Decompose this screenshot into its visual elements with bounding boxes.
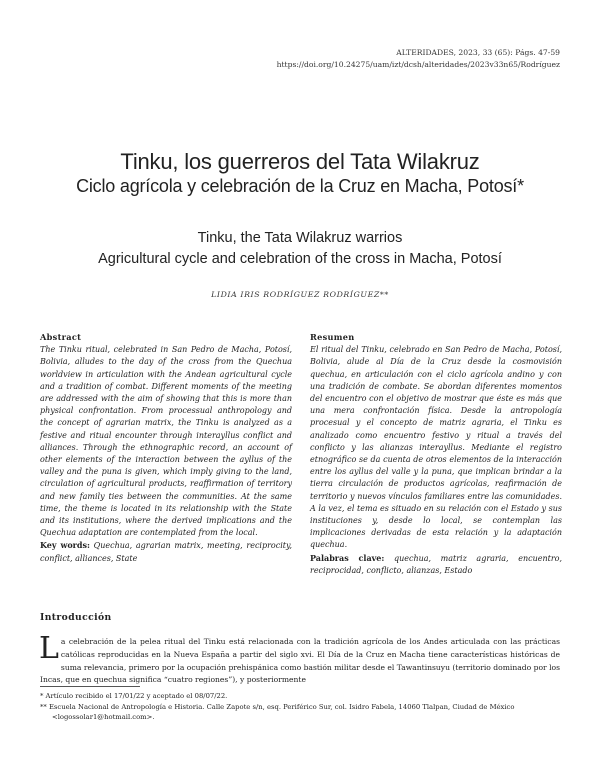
abstract-section (40, 331, 292, 565)
footnote-affiliation: ** Escuela Nacional de Antropología e Historia. Calle Zapote s/n, esq. Periférico Sur, col. Isidro Fabela, 14060 Tlalpan, Ciudad de México <logossolar1@hotmail.com>. (40, 702, 515, 722)
introduction-text: a celebración de la pelea ritual del Tinku está relacionada con la tradición agrícola de los Andes articulada con las prácticas católicas reproducidas en la Nueva España a partir del siglo xvi. El Día de la Cruz en Macha tiene características históricas de suma relevancia, primero por la ocupación prehispánica como bastión militar desde el Tawantinsuyu (territorio dominado por los Incas, que en quechua significa “cuatro regiones”), y posteriormente (40, 637, 560, 685)
english-subtitle: Agricultural cycle and celebration of the cross in Macha, Potosí (98, 251, 502, 267)
abstract-keywords-list: Quechua, agrarian matrix, meeting, reciprocity, conflict, alliances, State (40, 541, 292, 563)
resumen-body: El ritual del Tinku, celebrado en San Pedro de Macha, Potosí, Bolivia, alude al Día de la Cruz desde la cosmovisión quechua, en articulación con el ciclo agrícola andino y con una tradición de combate. Se abordan diferentes momentos del encuentro con el objetivo de mostrar que éste es más que una mera confrontación física. Desde la antropología procesual y el concepto de matriz agraria, el Tinku es analizado como encuentro festivo y ritual a través del conflicto y las alianzas interayllus. Mediante el registro etnográfico se da cuenta de otros elementos de la interacción entre los ayllus del valle y la puna, que implican brindar a la tierra circulación de productos agrícolas, reafirmación de territorio y nuevos vínculos familiares entre las comunidades. A la vez, el tema es situado en su relación con el Estado y sus instituciones y, desde lo local, se contemplan las implicaciones derivadas de esta relación y la adaptación quechua. (310, 345, 562, 550)
abstract-heading: Abstract (40, 332, 82, 342)
english-title-block (0, 228, 600, 270)
introduction-body (39, 631, 560, 687)
resumen-keywords (310, 552, 562, 577)
journal-citation: ALTERIDADES, 2023, 33 (65): Págs. 47-59 (396, 48, 560, 57)
introduction-heading: Introducción (40, 612, 112, 623)
footnote-received: * Artículo recibido el 17/01/22 y aceptado el 08/07/22. (40, 692, 228, 700)
running-header (277, 47, 560, 71)
author-name: LIDIA IRIS RODRÍGUEZ RODRÍGUEZ** (211, 290, 389, 299)
drop-cap: L (39, 631, 59, 666)
article-title: Tinku, los guerreros del Tata Wilakruz (120, 149, 480, 174)
footnotes (40, 691, 560, 723)
resumen-keywords-list: quechua, matriz agraria, encuentro, reciprocidad, conflicto, alianzas, Estado (310, 553, 563, 575)
resumen-section (310, 331, 562, 577)
abstract-keywords (40, 539, 292, 564)
title-block (0, 148, 600, 198)
abstract-keywords-label: Key words: (40, 540, 90, 551)
doi-link[interactable]: https://doi.org/10.24275/uam/izt/dcsh/alteridades/2023v33n65/Rodríguez (276, 60, 560, 69)
english-title: Tinku, the Tata Wilakruz warrios (197, 230, 403, 246)
resumen-heading: Resumen (310, 332, 355, 342)
article-subtitle: Ciclo agrícola y celebración de la Cruz en Macha, Potosí* (76, 176, 524, 196)
resumen-keywords-label: Palabras clave: (310, 552, 385, 563)
abstract-body: The Tinku ritual, celebrated in San Pedro de Macha, Potosí, Bolivia, alludes to the day of the cross from the Quechua worldview in articulation with the Andean agricultural cycle and a tradition of combat. Different moments of the meeting are addressed with the aim of showing that this is more than physical confrontation. From processual anthropology and the concept of agrarian matrix, the Tinku is analyzed as a festive and ritual encounter through interayllus conflict and alliances. Through the ethnographic record, an account of other elements of the interaction between the ayllus of the valley and the puna is given, which imply giving to the land, circulation of agricultural products, reaffirmation of territory and new family ties between the communities. At the same time, the theme is located in its relationship with the State and its institutions, where the derived implications and the Quechua adaptation are contemplated from the local. (40, 345, 292, 538)
footnote-divider (40, 686, 140, 687)
